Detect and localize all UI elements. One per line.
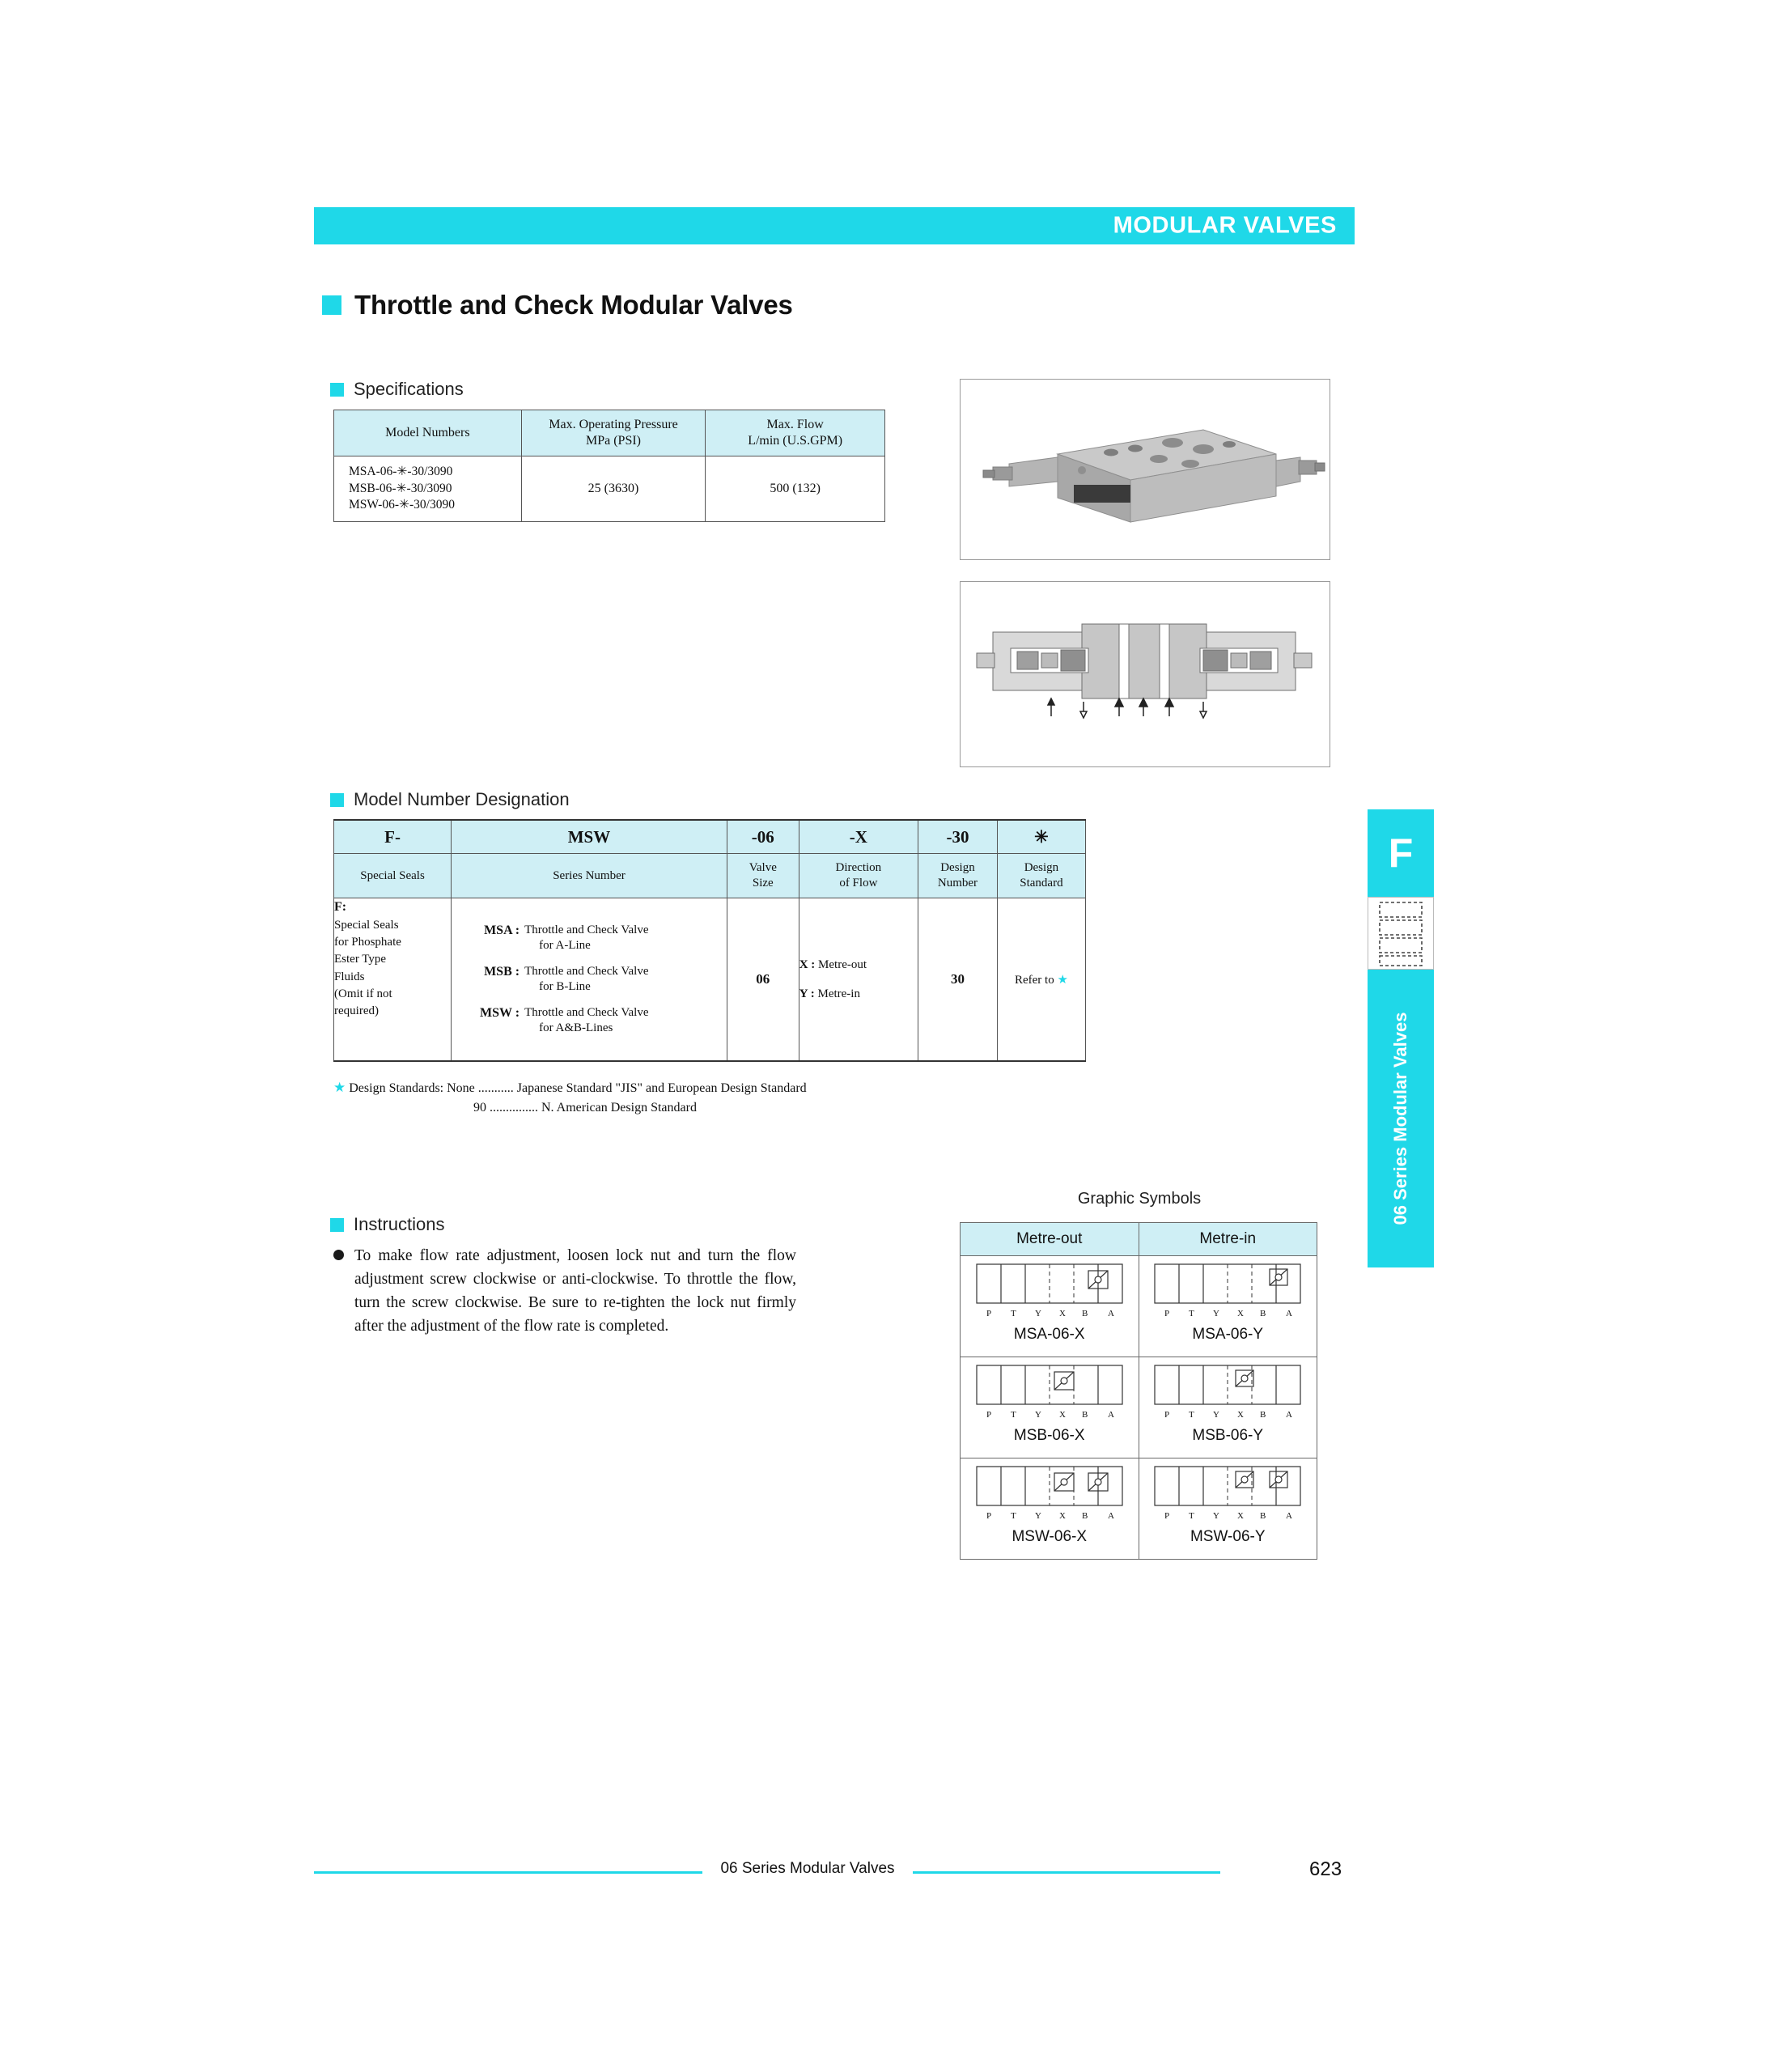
hydraulic-symbol-icon bbox=[970, 1259, 1129, 1323]
product-photo bbox=[960, 379, 1330, 560]
cell-special-seals: F: Special Seals for Phosphate Ester Type Fluids (Omit if not required) bbox=[334, 898, 452, 1062]
label-design-standard: Design Standard bbox=[997, 854, 1085, 898]
cell-series-number bbox=[452, 898, 727, 1062]
model-label-row bbox=[334, 854, 1086, 898]
cell-max-flow: 500 (132) bbox=[706, 456, 885, 522]
symbol-graphic bbox=[1139, 1458, 1317, 1528]
graphic-symbols-table bbox=[960, 1222, 1317, 1560]
svg-text:A: A bbox=[1286, 1511, 1293, 1521]
symbol-label: MSW-06-Y bbox=[1190, 1528, 1266, 1545]
symbol-cell-msa-06-y bbox=[1139, 1256, 1317, 1357]
svg-text:B: B bbox=[1260, 1309, 1266, 1318]
svg-text:X: X bbox=[1058, 1309, 1066, 1318]
specifications-table bbox=[333, 410, 885, 522]
hydraulic-symbol-icon bbox=[1148, 1462, 1307, 1525]
instructions-heading-text: Instructions bbox=[354, 1214, 445, 1234]
instructions-block bbox=[333, 1245, 796, 1338]
symbol-label: MSW-06-X bbox=[1011, 1528, 1088, 1545]
footer-text: 06 Series Modular Valves bbox=[720, 1860, 895, 1877]
svg-text:X: X bbox=[1237, 1410, 1245, 1420]
symbol-label: MSA-06-Y bbox=[1192, 1326, 1264, 1343]
cell-valve-size: 06 bbox=[727, 898, 799, 1062]
code-design-standard: ✳ bbox=[997, 820, 1085, 854]
design-standards-note: ★ Design Standards: None ........... Japanese Standard "JIS" and European Design Standard 90 ............... N. American Design Standard bbox=[333, 1080, 807, 1115]
symbol-cell-msa-06-x bbox=[961, 1256, 1139, 1357]
instructions-text: To make flow rate adjustment, loosen lock nut and turn the flow adjustment screw clockwise or anti-clockwise. To throttle the flow, turn the screw clockwise. Be sure to re-tighten the lock nut firmly after the adjustment of the flow rate is completed. bbox=[354, 1247, 796, 1335]
svg-text:Y: Y bbox=[1034, 1309, 1041, 1318]
hydraulic-symbol-icon bbox=[970, 1361, 1129, 1424]
svg-text:A: A bbox=[1107, 1410, 1114, 1420]
label-design-number: Design Number bbox=[918, 854, 998, 898]
symbol-label: MSA-06-X bbox=[1013, 1326, 1085, 1343]
graphic-symbols-header-row bbox=[961, 1223, 1317, 1256]
code-valve-size: -06 bbox=[727, 820, 799, 854]
graphic-symbols-title: Graphic Symbols bbox=[1077, 1190, 1202, 1208]
cross-section-image bbox=[961, 582, 1328, 765]
label-series-number: Series Number bbox=[452, 854, 727, 898]
svg-text:P: P bbox=[986, 1309, 991, 1318]
svg-text:B: B bbox=[1260, 1511, 1266, 1521]
svg-text:Y: Y bbox=[1213, 1511, 1220, 1521]
series-item: MSA : Throttle and Check Valve for A-Line bbox=[484, 923, 649, 952]
model-number-designation-heading-text: Model Number Designation bbox=[354, 789, 570, 809]
star-icon: ★ bbox=[1057, 973, 1068, 987]
specifications-heading bbox=[330, 379, 464, 400]
table-header-row bbox=[334, 410, 885, 456]
footer-rule-left bbox=[314, 1871, 702, 1874]
page-title bbox=[322, 290, 793, 321]
cell-direction-of-flow: X : Metre-out Y : Metre-in bbox=[799, 898, 918, 1062]
svg-text:B: B bbox=[1260, 1410, 1266, 1420]
symbol-cell-msw-06-y bbox=[1139, 1458, 1317, 1560]
hydraulic-symbol-icon bbox=[970, 1462, 1129, 1525]
label-special-seals: Special Seals bbox=[334, 854, 452, 898]
svg-text:T: T bbox=[1010, 1309, 1016, 1318]
svg-text:Y: Y bbox=[1034, 1511, 1041, 1521]
symbol-graphic bbox=[961, 1357, 1139, 1427]
symbol-graphic bbox=[961, 1458, 1139, 1528]
symbol-cell-msb-06-y bbox=[1139, 1357, 1317, 1458]
svg-text:X: X bbox=[1237, 1309, 1245, 1318]
svg-text:A: A bbox=[1107, 1309, 1114, 1318]
label-valve-size: Valve Size bbox=[727, 854, 799, 898]
code-design-number: -30 bbox=[918, 820, 998, 854]
svg-text:T: T bbox=[1189, 1410, 1194, 1420]
svg-text:P: P bbox=[1164, 1309, 1170, 1318]
cell-model-numbers: MSA-06-✳-30/3090 MSB-06-✳-30/3090 MSW-06-✳-30/3090 bbox=[334, 456, 522, 522]
bullet-icon bbox=[333, 1250, 344, 1260]
svg-text:P: P bbox=[1164, 1511, 1170, 1521]
svg-text:Y: Y bbox=[1213, 1410, 1220, 1420]
table-row bbox=[334, 456, 885, 522]
valve-stack-icon bbox=[1368, 898, 1433, 969]
col-header-max-flow: Max. Flow L/min (U.S.GPM) bbox=[706, 410, 885, 456]
model-number-designation-heading bbox=[330, 789, 570, 810]
model-number-designation-table bbox=[333, 819, 1086, 1062]
table-row bbox=[961, 1458, 1317, 1560]
cell-design-number: 30 bbox=[918, 898, 998, 1062]
model-code-row bbox=[334, 820, 1086, 854]
code-direction-of-flow: -X bbox=[799, 820, 918, 854]
cross-section-drawing bbox=[960, 581, 1330, 767]
cell-design-standard: Refer to ★ bbox=[997, 898, 1085, 1062]
side-tab-text: 06 Series Modular Valves bbox=[1390, 1012, 1410, 1225]
svg-text:P: P bbox=[1164, 1410, 1170, 1420]
symbol-graphic bbox=[1139, 1357, 1317, 1427]
svg-text:A: A bbox=[1286, 1410, 1293, 1420]
hydraulic-symbol-icon bbox=[1148, 1361, 1307, 1424]
svg-text:T: T bbox=[1010, 1511, 1016, 1521]
svg-text:A: A bbox=[1286, 1309, 1293, 1318]
svg-text:X: X bbox=[1237, 1511, 1245, 1521]
svg-text:T: T bbox=[1010, 1410, 1016, 1420]
symbol-cell-msb-06-x bbox=[961, 1357, 1139, 1458]
symbol-label: MSB-06-Y bbox=[1192, 1427, 1264, 1444]
svg-text:A: A bbox=[1107, 1511, 1114, 1521]
col-header-model-numbers: Model Numbers bbox=[334, 410, 522, 456]
code-series-number: MSW bbox=[452, 820, 727, 854]
side-tab-letter: F bbox=[1368, 809, 1434, 897]
svg-text:T: T bbox=[1189, 1309, 1194, 1318]
header-banner-title: MODULAR VALVES bbox=[1113, 212, 1337, 239]
col-header-max-pressure: Max. Operating Pressure MPa (PSI) bbox=[521, 410, 706, 456]
col-header-metre-out: Metre-out bbox=[961, 1223, 1139, 1256]
symbol-graphic bbox=[961, 1256, 1139, 1326]
instructions-heading bbox=[330, 1214, 445, 1235]
specifications-heading-text: Specifications bbox=[354, 379, 464, 399]
square-bullet-icon bbox=[330, 793, 344, 807]
square-bullet-icon bbox=[330, 1218, 344, 1232]
svg-text:Y: Y bbox=[1034, 1410, 1041, 1420]
svg-text:P: P bbox=[986, 1511, 991, 1521]
svg-text:B: B bbox=[1081, 1309, 1088, 1318]
square-bullet-icon bbox=[330, 383, 344, 397]
label-direction-of-flow: Direction of Flow bbox=[799, 854, 918, 898]
col-header-metre-in: Metre-in bbox=[1139, 1223, 1317, 1256]
svg-text:B: B bbox=[1081, 1511, 1088, 1521]
header-banner bbox=[314, 207, 1355, 244]
symbol-cell-msw-06-x bbox=[961, 1458, 1139, 1560]
code-special-seals: F- bbox=[334, 820, 452, 854]
svg-text:P: P bbox=[986, 1410, 991, 1420]
svg-text:Y: Y bbox=[1213, 1309, 1220, 1318]
footer-rule-right bbox=[913, 1871, 1220, 1874]
table-row bbox=[961, 1357, 1317, 1458]
product-photo-image bbox=[961, 380, 1328, 558]
series-item: MSB : Throttle and Check Valve for B-Line bbox=[484, 964, 649, 993]
page-footer bbox=[314, 1860, 1411, 1884]
svg-text:X: X bbox=[1058, 1410, 1066, 1420]
svg-text:T: T bbox=[1189, 1511, 1194, 1521]
svg-text:B: B bbox=[1081, 1410, 1088, 1420]
side-tab-label bbox=[1368, 970, 1434, 1267]
svg-text:X: X bbox=[1058, 1511, 1066, 1521]
symbol-label: MSB-06-X bbox=[1013, 1427, 1085, 1444]
series-item: MSW : Throttle and Check Valve for A&B-Lines bbox=[480, 1005, 649, 1034]
page-title-text: Throttle and Check Modular Valves bbox=[354, 290, 793, 320]
star-icon: ★ bbox=[333, 1080, 346, 1095]
hydraulic-symbol-icon bbox=[1148, 1259, 1307, 1323]
cell-max-pressure: 25 (3630) bbox=[521, 456, 706, 522]
square-bullet-icon bbox=[322, 295, 341, 315]
symbol-graphic bbox=[1139, 1256, 1317, 1326]
model-body-row bbox=[334, 898, 1086, 1062]
table-row bbox=[961, 1256, 1317, 1357]
page-number: 623 bbox=[1309, 1858, 1342, 1880]
side-tab-icon bbox=[1368, 897, 1434, 970]
